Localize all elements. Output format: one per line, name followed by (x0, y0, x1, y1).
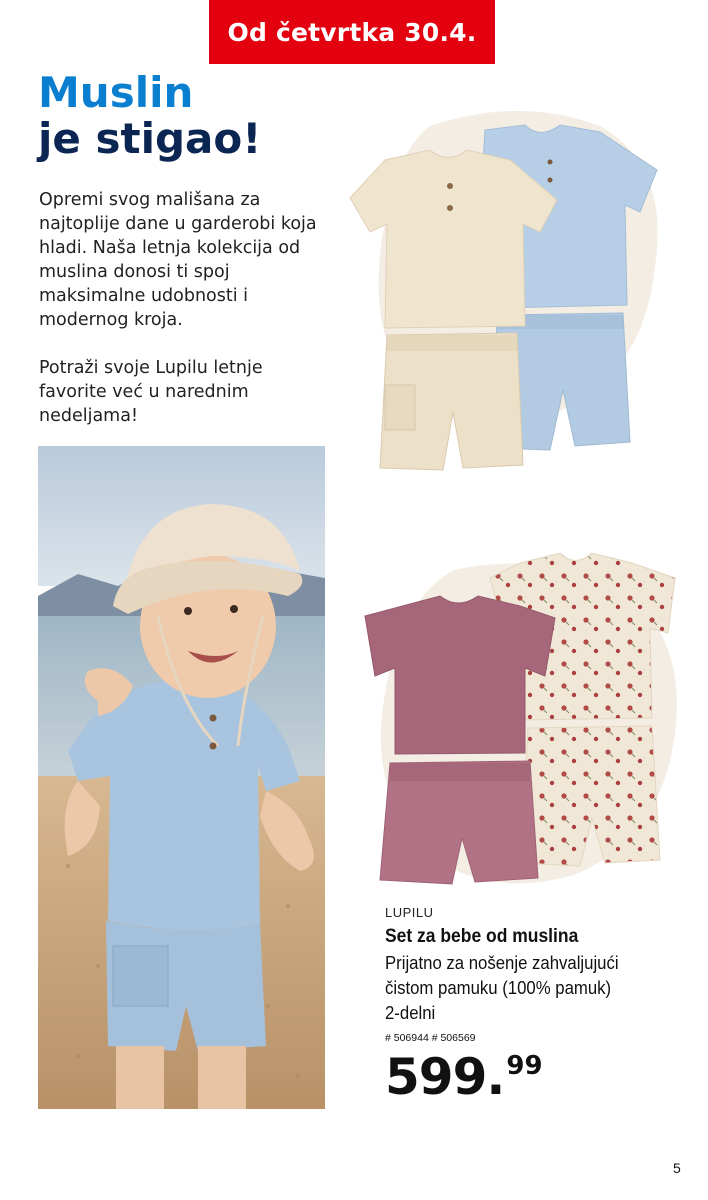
product-info (385, 905, 685, 1106)
headline (38, 70, 261, 162)
intro-paragraph-2: Potraži svoje Lupilu letnje favorite već u narednim nedeljama! (39, 358, 263, 426)
article-numbers: # 506944 # 506569 (385, 1032, 476, 1044)
page-number: 5 (673, 1160, 681, 1176)
product-brand: LUPILU (385, 905, 434, 920)
baby-beach-photo (38, 446, 325, 1109)
product-description-line-2: čistom pamuku (100% pamuk) (385, 978, 612, 998)
date-badge-text: Od četvrtka 30.4. (227, 17, 477, 47)
product-name: Set za bebe od muslina (385, 926, 579, 947)
intro-paragraph-1: Opremi svog mališana za najtoplije dane u garderobi koja hladi. Naša letnja kolekcija od muslina donosi ti spoj maksimalne udobnosti i modernog kroja. (39, 190, 317, 330)
product-description (385, 951, 683, 1026)
product-description-line-3: 2-delni (385, 1003, 436, 1023)
product-description-line-1: Prijatno za nošenje zahvaljujući (385, 953, 619, 973)
date-badge (209, 0, 495, 64)
product-image-set-blue-beige (345, 120, 665, 480)
headline-line-2: je stigao! (38, 114, 262, 163)
intro-text (39, 188, 329, 452)
price-main: 599. (385, 1048, 505, 1106)
price-cents: 99 (506, 1051, 543, 1081)
product-image-set-mauve-floral (360, 548, 690, 893)
price (385, 1048, 685, 1106)
headline-line-1: Muslin (38, 68, 194, 117)
